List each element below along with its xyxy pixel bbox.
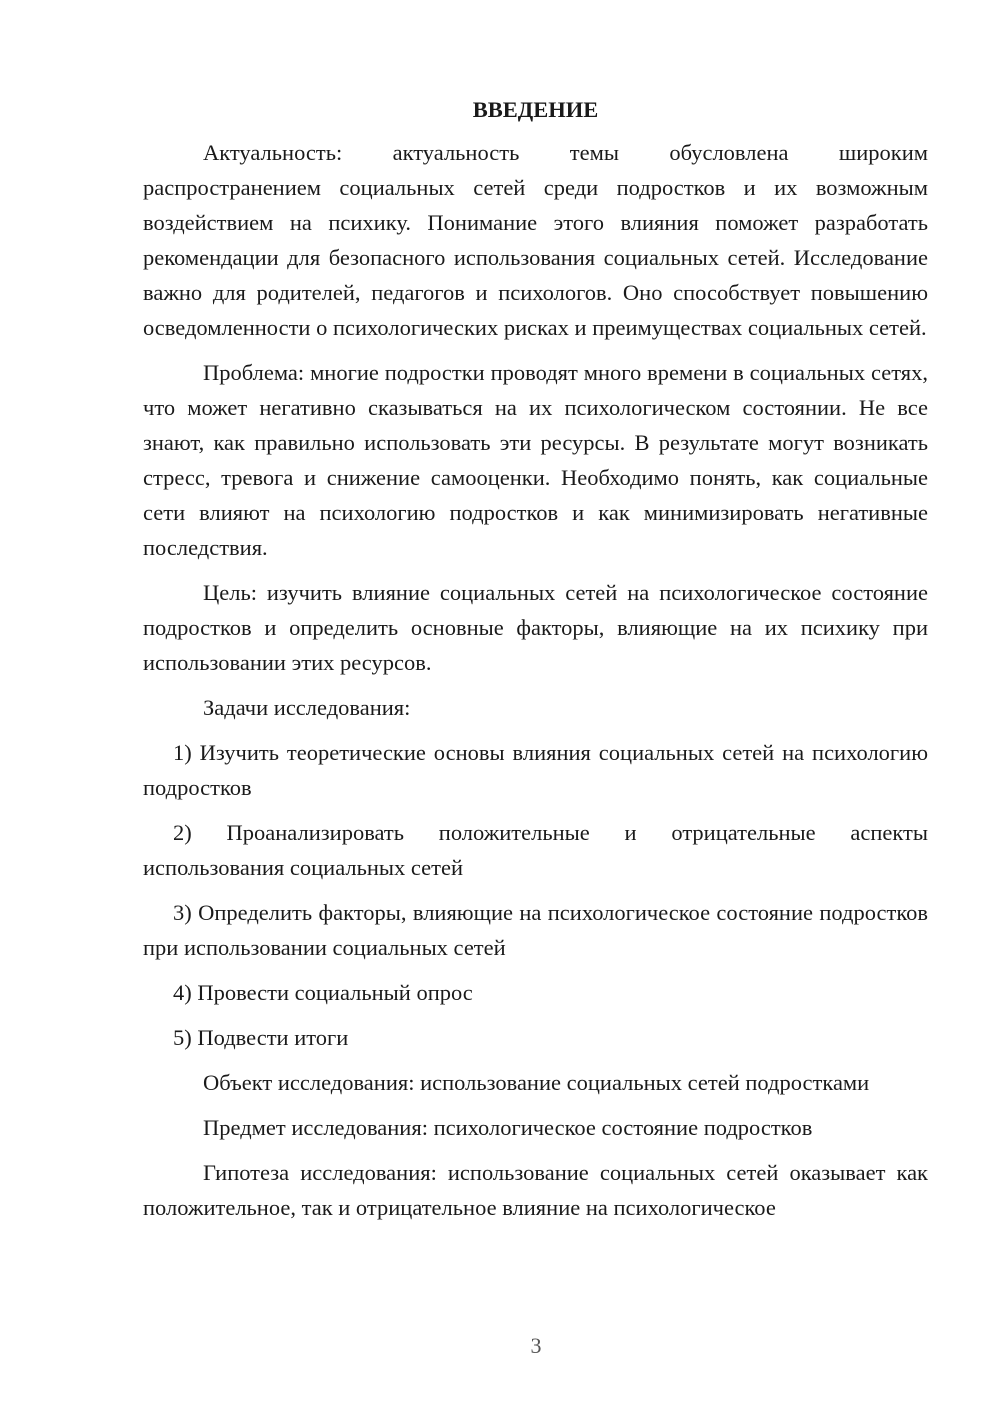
- paragraph-object: Объект исследования: использование социальных сетей подростками: [203, 1070, 870, 1095]
- page-number: 3: [530, 1333, 542, 1358]
- section-heading: ВВЕДЕНИЕ: [472, 97, 599, 122]
- document-page: [143, 95, 928, 1235]
- task-item-2: 2) Проанализировать положительные и отрицательные аспекты использования социальных сетей: [143, 820, 928, 880]
- paragraph-relevance: Актуальность: актуальность темы обусловлена широким распространением социальных сетей среди подростков и их возможным воздействием на психику. Понимание этого влияния поможет разработать рекомендации для безопасного использования социальных сетей. Исследование важно для родителей, педагогов и психологов. Оно способствует повышению осведомленности о психологических рисках и преимуществах социальных сетей.: [143, 140, 928, 340]
- task-item-3: 3) Определить факторы, влияющие на психологическое состояние подростков при использовании социальных сетей: [143, 900, 928, 960]
- paragraph-problem: Проблема: многие подростки проводят много времени в социальных сетях, что может негативно сказываться на их психологическом состоянии. Не все знают, как правильно использовать эти ресурсы. В результате могут возникать стресс, тревога и снижение самооценки. Необходимо понять, как социальные сети влияют на психологию подростков и как минимизировать негативные последствия.: [143, 360, 928, 560]
- task-item-1: 1) Изучить теоретические основы влияния социальных сетей на психологию подростков: [143, 740, 928, 800]
- tasks-title: Задачи исследования:: [203, 695, 411, 720]
- paragraph-hypothesis: Гипотеза исследования: использование социальных сетей оказывает как положительное, так и отрицательное влияние на психологическое: [143, 1160, 928, 1220]
- task-item-5: 5) Подвести итоги: [173, 1025, 349, 1050]
- paragraph-goal: Цель: изучить влияние социальных сетей на психологическое состояние подростков и определить основные факторы, влияющие на их психику при использовании этих ресурсов.: [143, 580, 928, 675]
- paragraph-subject: Предмет исследования: психологическое состояние подростков: [203, 1115, 813, 1140]
- task-item-4: 4) Провести социальный опрос: [173, 980, 473, 1005]
